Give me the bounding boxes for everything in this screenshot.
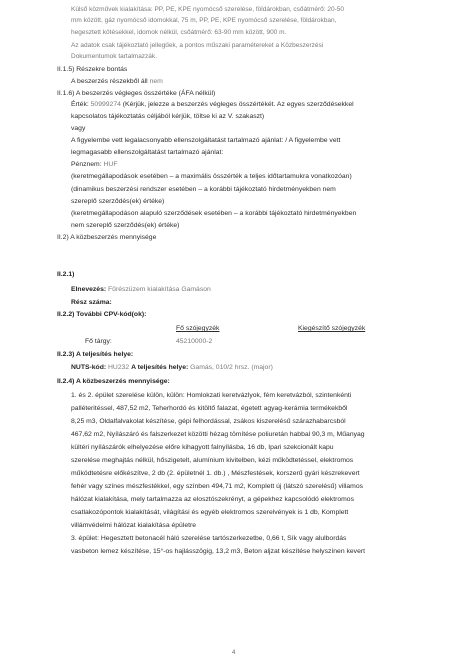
nuts-label: NUTS-kód: <box>71 364 109 371</box>
currency-row <box>71 160 117 170</box>
parts-label: A beszerzés részekből áll <box>71 78 150 85</box>
desc-line: vasbeton lemez készítése, 15°-os hajlásszögig, 13,2 m3, Beton aljzat készítése helyszínen kevert <box>71 548 366 555</box>
section-heading-ii22: II.2.2) További CPV-kód(ok): <box>57 311 147 318</box>
section-heading-ii21: II.2.1) <box>57 271 75 278</box>
paren-line: (dinamikus beszerzési rendszer esetében – a korábbi tájékoztató hirdetményekben nem <box>71 186 336 193</box>
intro-line: Az adatok csak tájékoztató jellegűek, a pontos műszaki paramétereket a Közbeszerzési <box>71 42 324 49</box>
desc-line: működtetésre előkészítve, 2 db (2. épületnél 1. db.) , Mészfestések, korszerű gyári készrekevert <box>71 470 360 477</box>
place-label: A teljesítés helye: <box>131 364 191 371</box>
section-heading-ii24: II.2.4) A közbeszerzés mennyisége: <box>57 378 170 385</box>
value-note-cont: kapcsolatos tájékoztatás céljából kérjük, töltse ki az V. szakaszt) <box>71 113 265 120</box>
desc-line: villámvédelmi hálózat kialakítása épületre <box>71 522 197 529</box>
part-number-label: Rész száma: <box>71 299 112 306</box>
paren-line: (keretmegállapodások esetében – a maximális összérték a teljes időtartamukra vonatkozóan) <box>71 173 352 180</box>
cpv-row-label: Fő tárgy: <box>85 338 112 345</box>
or-text: vagy <box>71 125 86 132</box>
desc-line: csatlakozópontok kialakítását, világítási és egyéb elektromos szerelvények is 1 db, Komplett <box>71 509 349 516</box>
desc-line: fehér vagy színes mészfestékkel, egy színben 494,71 m2, Komplett új (látszó szerelésű) villamos <box>71 483 364 490</box>
value-note: (Kérjük, jelezze a beszerzés végleges összértékét. Az egyes szerződésekkel <box>122 101 354 108</box>
intro-line: Külső közművek kialakítása: PP, PE, KPE nyomócső szerelése, földárokban, csőátmérő: 20-50 <box>71 6 345 13</box>
intro-line: Dokumentumok tartalmazzák. <box>71 53 157 60</box>
section-heading-ii23: II.2.3) A teljesítés helye: <box>57 351 134 358</box>
name-row <box>71 285 211 295</box>
offer-line: A figyelembe vett legalacsonyabb ellenszolgáltatást tartalmazó ajánlat: / A figyelembe vett <box>71 137 341 144</box>
desc-line: palléteritéssel, 487,52 m2, Teherhordó és kitöltő falazat, égetett agyag-kerámia termékekből <box>71 405 348 412</box>
parts-value: nem <box>149 78 163 85</box>
section-heading-ii2: II.2) A közbeszerzés mennyisége <box>57 234 157 241</box>
cpv-col-supplementary: Kiegészítő szójegyzék <box>298 325 366 332</box>
value-label: Érték: <box>71 101 91 108</box>
desc-line: hálózat kialakítása, mely tartalmazza az elosztószekrényt, a gépekhez kapcsolódó elektromos <box>71 496 354 503</box>
desc-line: 3. épület: Hegesztett betonacél háló szerelése tartószerkezetbe, 0,66 t, Sík vagy alulbordás <box>71 535 347 542</box>
desc-line: kültéri nyílászárók elhelyezése előre kihagyott falnyílásba, 16 db, Ipari szekcionált kapu <box>71 444 334 451</box>
cpv-col-main: Fő szójegyzék <box>176 325 220 332</box>
cpv-row-value: 45210000-2 <box>176 338 213 345</box>
name-value: Fűrészüzem kialakítása Gamáson <box>108 286 211 293</box>
section-heading-ii15: II.1.5) Részekre bontás <box>57 66 128 73</box>
nuts-code: HU232 <box>108 364 132 371</box>
desc-line: 8,25 m3, Oldalfalvakolat készítése, gépi felhordással, zsákos kiszerelésű szárazhabarcsból <box>71 418 346 425</box>
value-row <box>71 100 354 110</box>
name-label: Elnevezés: <box>71 286 109 293</box>
nuts-row <box>71 363 273 373</box>
page-number: 4 <box>232 650 236 656</box>
place-value: Gamás, 010/2 hrsz. (major) <box>190 364 273 371</box>
section-heading-ii16: II.1.6) A beszerzés végleges összértéke (ÁFA nélkül) <box>57 90 216 97</box>
desc-line: 467,62 m2, Nyílászáró és falszerkezet közötti hézag tömítése poliuretán habbal 90,3 m, Műanyag <box>71 431 365 438</box>
currency-label: Pénznem: <box>71 161 104 168</box>
paren-line: nem szereplő szerződés(ek) értéke) <box>71 222 180 229</box>
value-amount: 50999274 <box>90 101 123 108</box>
intro-line: hegesztett kötésekkel, idomok nélkül, csőátmérő: 63-90 mm között, 900 m. <box>71 29 287 36</box>
parts-row <box>71 77 163 87</box>
paren-line: (keretmegállapodáson alapuló szerződések esetében – a korábbi tájékoztató hirdetményekben <box>71 210 357 217</box>
intro-line: mm között, gáz nyomócső idomokkal, 75 m, PP, PE, KPE nyomócső szerelése, földárokban, <box>71 17 337 24</box>
desc-line: szerelése meghajtás nélkül, hőszigetelt, alumínium kivitelben, kézi működtetéssel, elektromos <box>71 457 354 464</box>
paren-line: szereplő szerződés(ek) értéke) <box>71 198 165 205</box>
desc-line: 1. és 2. épület szerelése külön, külön: Homlokzati keretvázlyok, fém keretvázból, szintenkénti <box>71 392 352 399</box>
currency-value: HUF <box>103 161 118 168</box>
offer-line: legmagasabb ellenszolgáltatást tartalmazó ajánlat: <box>71 149 224 156</box>
